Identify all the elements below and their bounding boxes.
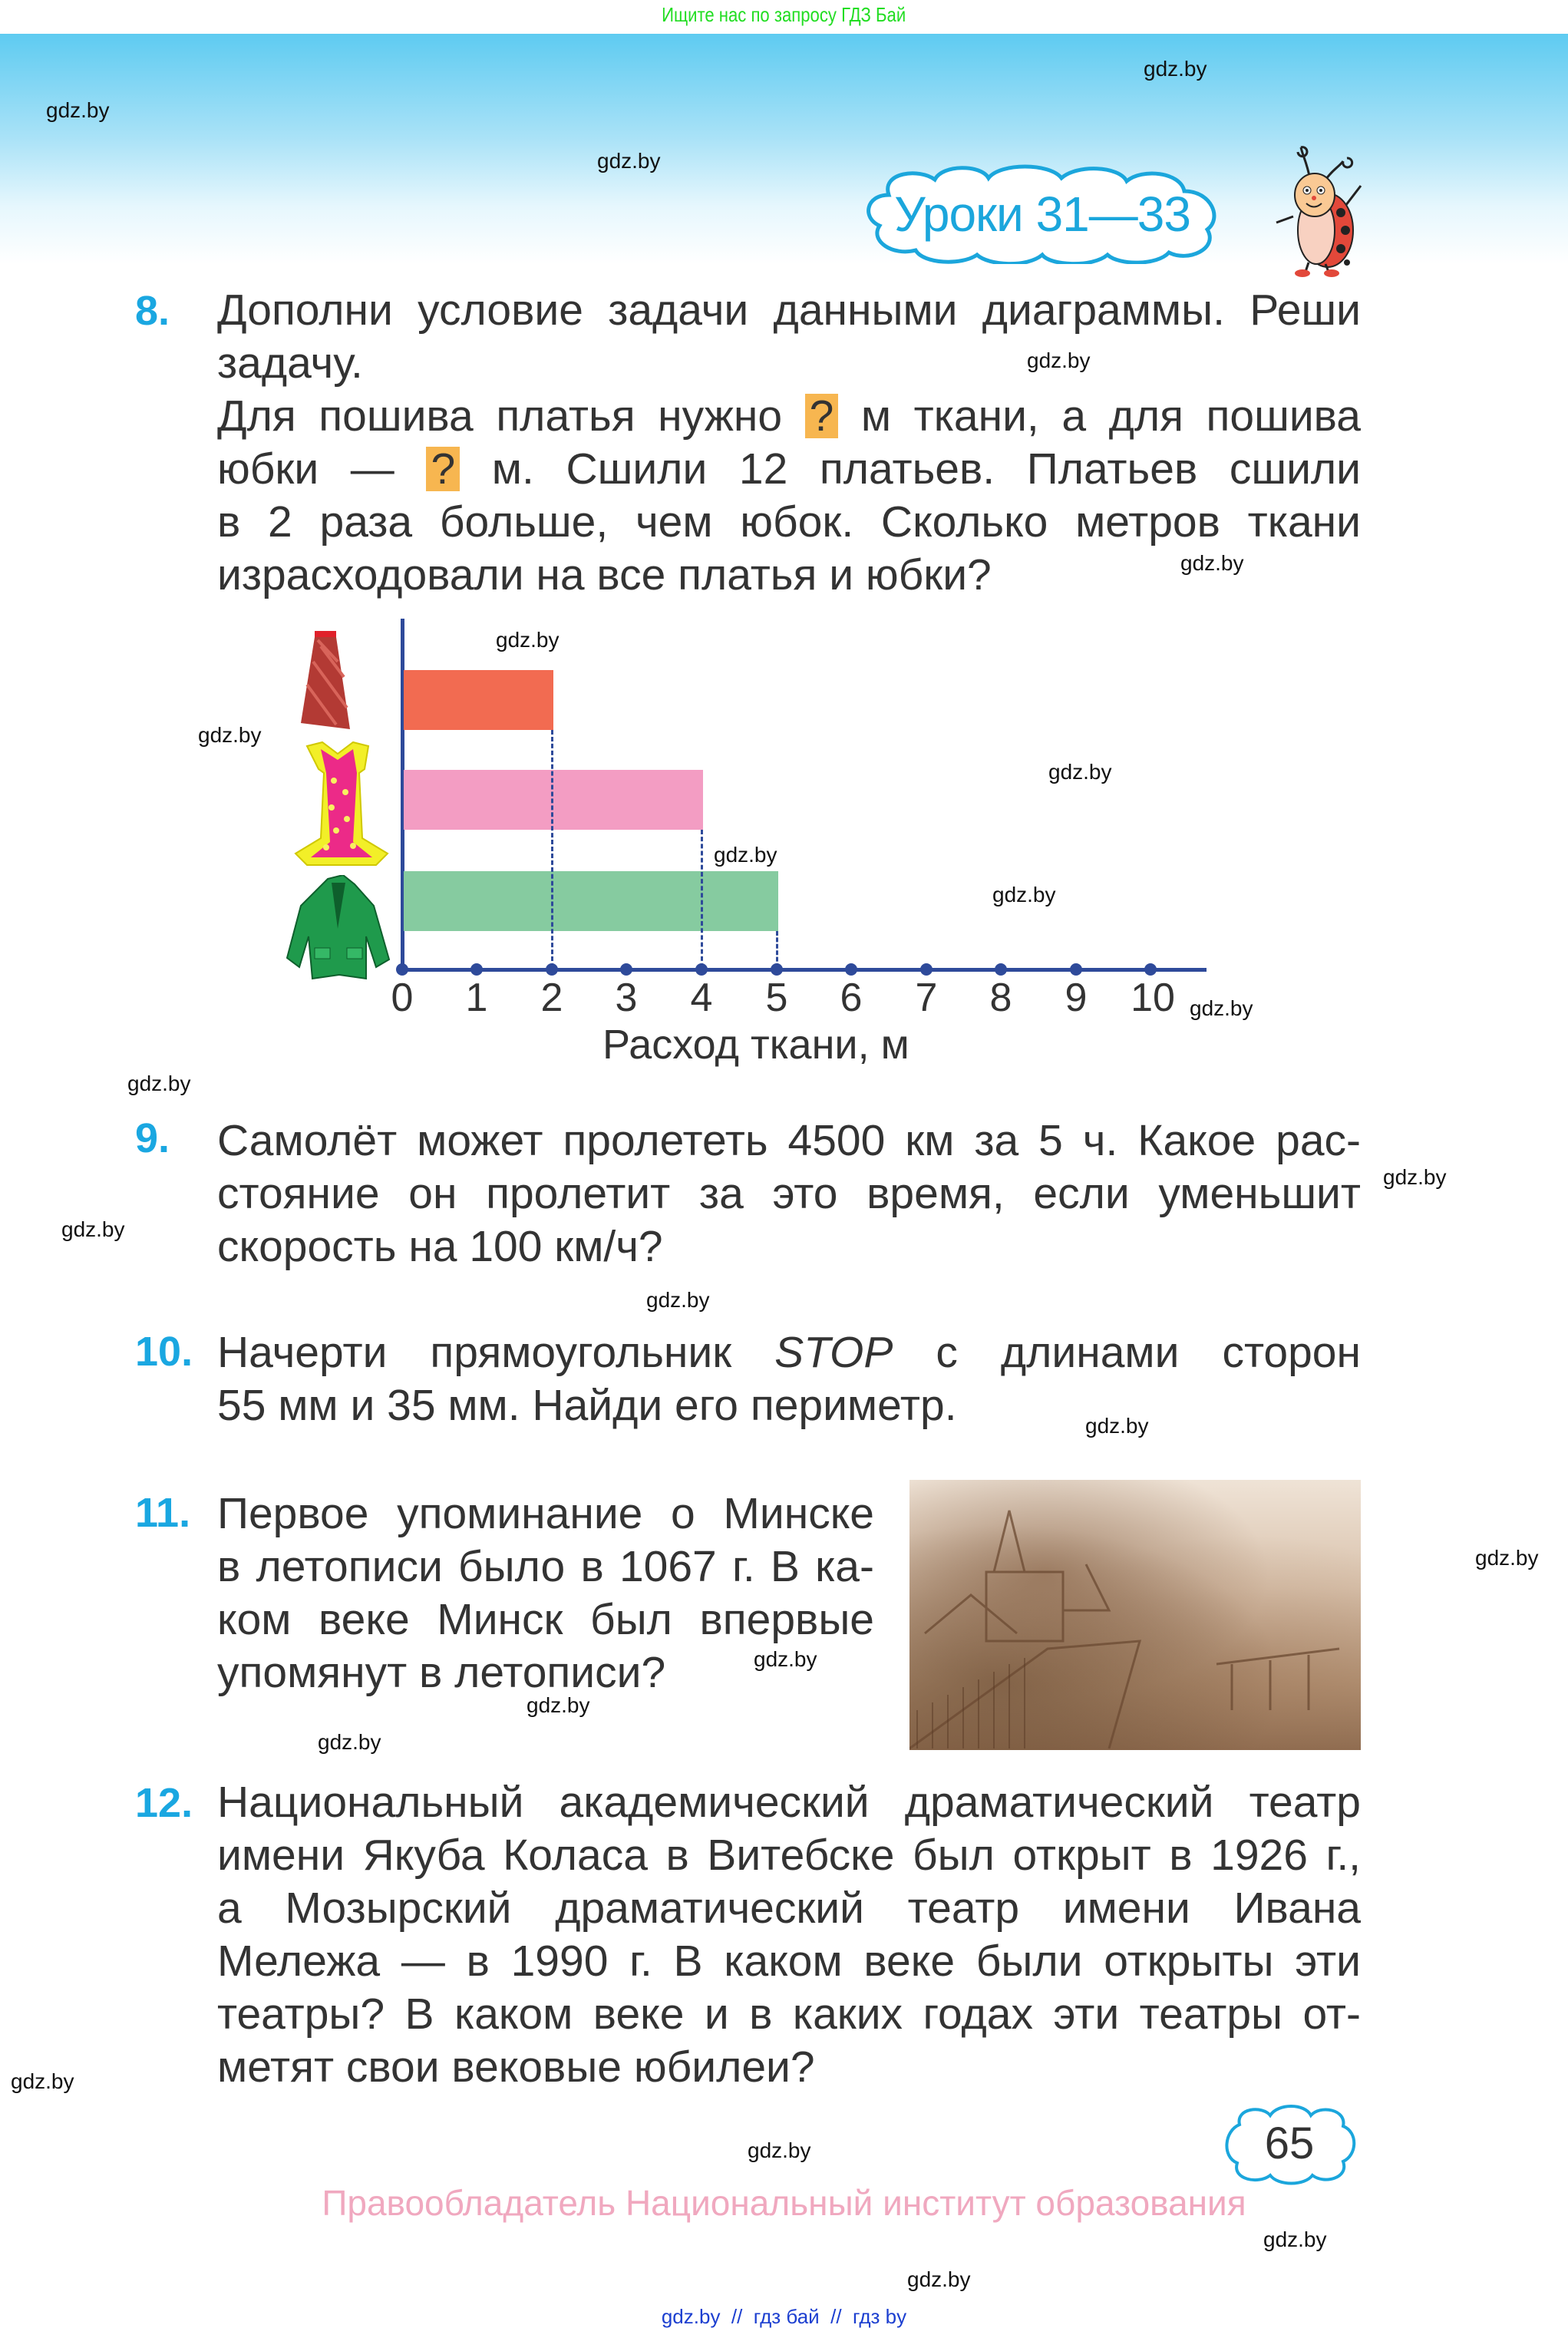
tick-label: 2 — [540, 976, 563, 1020]
text-fragment: юбки — — [217, 444, 394, 494]
text-line: а Мозырский драматический театр имени Ивана — [217, 1884, 1361, 1933]
reference-line-5 — [776, 931, 778, 968]
tick-dot — [695, 963, 708, 976]
task-text — [217, 1776, 1361, 2094]
watermark: gdz.by — [646, 1288, 710, 1312]
text-fragment: Для пошива платья нужно — [217, 391, 783, 441]
task-number: 12. — [135, 1780, 193, 1826]
watermark: gdz.by — [61, 1217, 125, 1241]
watermark: gdz.by — [1085, 1414, 1149, 1438]
town-sketch-icon — [909, 1480, 1361, 1750]
page-number-badge — [1220, 2102, 1358, 2186]
text-line: 55 мм и 35 мм. Найди его периметр. — [217, 1381, 957, 1430]
text-fragment: с длинами сторон — [936, 1328, 1361, 1377]
text-fragment: м ткани, а для пошива — [860, 391, 1361, 441]
rectangle-name: STOP — [774, 1328, 893, 1377]
tick-label: 9 — [1065, 976, 1088, 1020]
watermark: gdz.by — [748, 2138, 811, 2162]
tick-dot — [1144, 963, 1157, 976]
text-line: упомянут в летописи? — [217, 1648, 666, 1697]
task-number: 11. — [135, 1490, 191, 1536]
text-line: Первое упоминание о Минске — [217, 1489, 874, 1538]
watermark: gdz.by — [527, 1693, 590, 1717]
missing-value-badge: ? — [805, 394, 839, 438]
text-line: метят свои вековые юбилеи? — [217, 2042, 815, 2092]
bar-jacket — [404, 871, 778, 931]
skirt-icon — [298, 631, 355, 731]
watermark: gdz.by — [597, 149, 661, 173]
watermark: gdz.by — [1027, 348, 1091, 372]
text-line: Национальный академический драматический театр — [217, 1778, 1361, 1827]
jacket-icon — [286, 875, 393, 982]
tick-dot — [1070, 963, 1082, 976]
task-text — [217, 1326, 1361, 1432]
text-line: Мележа — в 1990 г. В каком веке были открыты эти — [217, 1937, 1361, 1986]
reference-line-2 — [551, 730, 553, 968]
text-line: театры? В каком веке и в каких годах эти театры от- — [217, 1990, 1361, 2039]
text-line: израсходовали на все платья и юбки? — [217, 550, 992, 599]
bar-skirt — [404, 670, 553, 730]
tick-dot — [620, 963, 632, 976]
reference-line-4 — [701, 830, 703, 968]
dress-icon — [292, 738, 393, 869]
tick-dot — [470, 963, 483, 976]
tick-dot — [396, 963, 408, 976]
watermark: gdz.by — [714, 843, 777, 867]
missing-value-badge: ? — [426, 447, 460, 491]
tick-label: 7 — [915, 976, 938, 1020]
text-fragment: Начерти прямоугольник — [217, 1328, 732, 1377]
tick-label: 3 — [615, 976, 638, 1020]
text-line: задачу. — [217, 338, 363, 388]
text-line — [217, 390, 1361, 443]
tick-label: 5 — [765, 976, 788, 1020]
text-line: ком веке Минск был впервые — [217, 1595, 874, 1644]
footer-links[interactable] — [0, 2305, 1568, 2329]
tick-label: 10 — [1131, 976, 1175, 1020]
tick-label: 8 — [989, 976, 1012, 1020]
tick-label: 4 — [690, 976, 713, 1020]
text-line — [217, 443, 1361, 496]
footer-links-text[interactable]: gdz.by // гдз бай // гдз by — [661, 2305, 907, 2328]
watermark: gdz.by — [992, 883, 1056, 906]
watermark: gdz.by — [46, 98, 110, 122]
watermark: gdz.by — [1048, 760, 1112, 784]
text-line: Дополни условие задачи данными диаграммы. Реши — [217, 286, 1361, 335]
watermark: gdz.by — [198, 723, 262, 747]
task-number: 10. — [135, 1329, 193, 1375]
tick-dot — [920, 963, 933, 976]
text-line: в 2 раза больше, чем юбок. Сколько метров ткани — [217, 497, 1361, 547]
copyright-notice: Правообладатель Национальный институт образования — [322, 2183, 1246, 2223]
text-line: имени Якуба Коласа в Витебске был открыт в 1926 г., — [217, 1831, 1361, 1880]
text-fragment: м. Сшили 12 платьев. Платьев сшили — [491, 444, 1362, 494]
task-text — [217, 1115, 1361, 1273]
lesson-title: Уроки 31—33 — [894, 187, 1190, 242]
tick-dot — [546, 963, 558, 976]
top-banner — [0, 0, 1568, 34]
watermark: gdz.by — [496, 628, 560, 652]
page-number: 65 — [1264, 2118, 1315, 2168]
tick-label: 6 — [840, 976, 863, 1020]
watermark: gdz.by — [127, 1072, 191, 1095]
x-axis-title: Расход ткани, м — [602, 1022, 909, 1068]
watermark: gdz.by — [907, 2267, 971, 2291]
watermark: gdz.by — [1263, 2227, 1327, 2251]
watermark: gdz.by — [1144, 57, 1207, 81]
tick-dot — [845, 963, 857, 976]
tick-label: 0 — [391, 976, 414, 1020]
tick-label: 1 — [465, 976, 488, 1020]
top-banner-text: Ищите нас по запросу ГДЗ Бай — [662, 3, 906, 26]
x-axis — [401, 968, 1207, 972]
text-line: скорость на 100 км/ч? — [217, 1222, 663, 1271]
text-line: стояние он пролетит за это время, если уменьшит — [217, 1169, 1361, 1218]
watermark: gdz.by — [11, 2069, 74, 2093]
task-number: 8. — [135, 288, 170, 334]
text-line — [217, 1326, 1361, 1379]
lesson-heading — [858, 164, 1226, 264]
tick-dot — [771, 963, 783, 976]
watermark: gdz.by — [754, 1647, 817, 1671]
watermark: gdz.by — [1475, 1546, 1539, 1570]
text-line: в летописи было в 1067 г. В ка- — [217, 1542, 874, 1591]
text-line: Самолёт может пролететь 4500 км за 5 ч. Какое рас- — [217, 1116, 1361, 1165]
watermark: gdz.by — [1190, 996, 1253, 1020]
ladybug-icon — [1270, 140, 1370, 278]
bar-dress — [404, 770, 703, 830]
task-number: 9. — [135, 1115, 170, 1161]
watermark: gdz.by — [1383, 1165, 1447, 1189]
watermark: gdz.by — [318, 1730, 381, 1754]
tick-dot — [995, 963, 1007, 976]
watermark: gdz.by — [1180, 551, 1244, 575]
old-minsk-illustration — [909, 1480, 1361, 1750]
